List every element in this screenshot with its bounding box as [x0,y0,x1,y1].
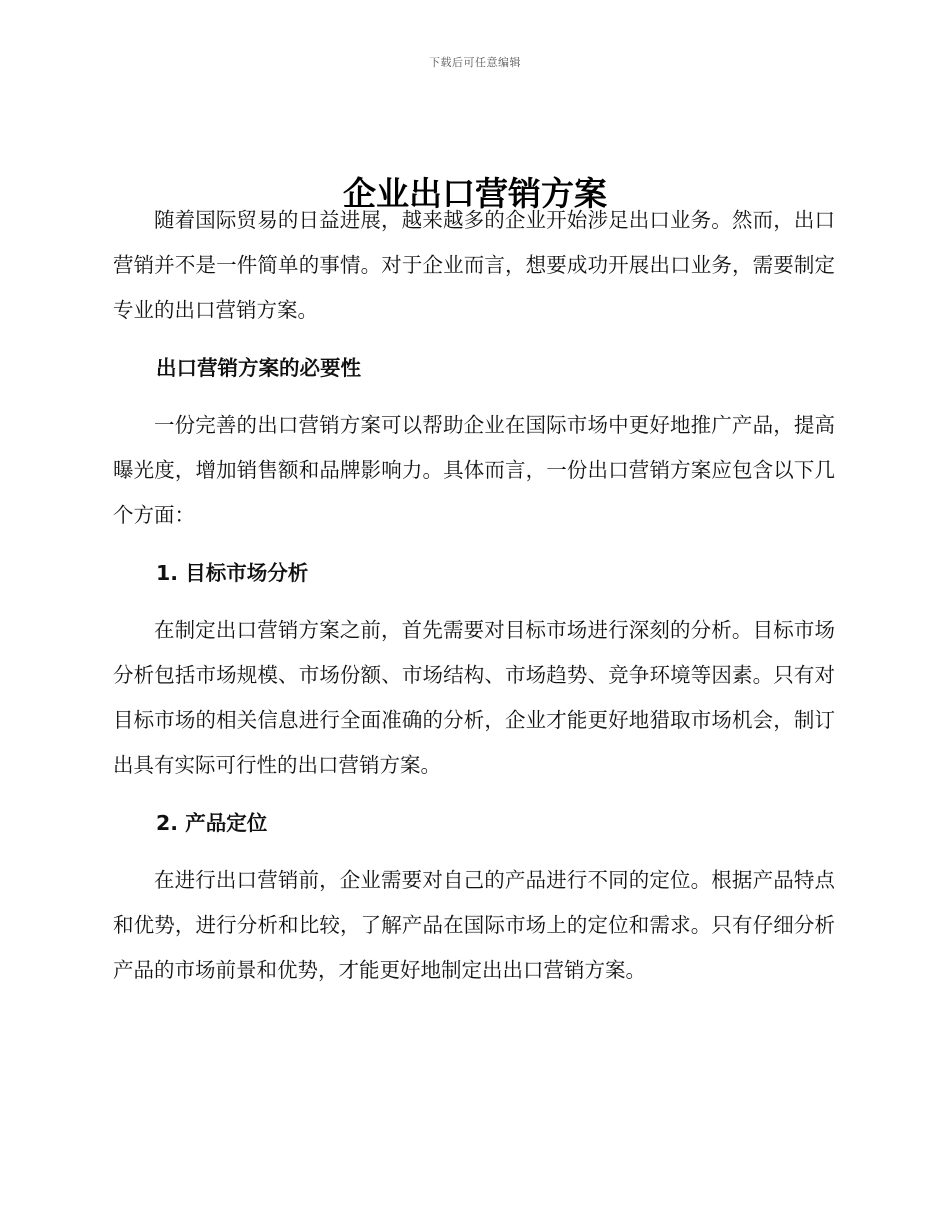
intro-paragraph: 随着国际贸易的日益进展，越来越多的企业开始涉足出口业务。然而，出口营销并不是一件简单的事情。对于企业而言，想要成功开展出口业务，需要制定专业的出口营销方案。 [113,208,835,322]
section-paragraph-product-positioning: 在进行出口营销前，企业需要对自己的产品进行不同的定位。根据产品特点和优势，进行分析和比较，了解产品在国际市场上的定位和需求。只有仔细分析产品的市场前景和优势，才能更好地制定出出口营销方案。 [113,868,835,982]
document-title: 企业出口营销方案 [343,174,607,214]
header-note: 下载后可任意编辑 [429,56,521,69]
section-heading-product-positioning: 2. 产品定位 [156,811,268,835]
section-paragraph-target-market: 在制定出口营销方案之前，首先需要对目标市场进行深刻的分析。目标市场分析包括市场规模、市场份额、市场结构、市场趋势、竞争环境等因素。只有对目标市场的相关信息进行全面准确的分析，企业才能更好地猎取市场机会，制订出具有实际可行性的出口营销方案。 [113,618,835,777]
section-heading-target-market: 1. 目标市场分析 [156,561,309,585]
section-paragraph-necessity: 一份完善的出口营销方案可以帮助企业在国际市场中更好地推广产品，提高曝光度，增加销售额和品牌影响力。具体而言，一份出口营销方案应包含以下几个方面： [113,413,835,527]
section-heading-necessity: 出口营销方案的必要性 [156,356,361,380]
